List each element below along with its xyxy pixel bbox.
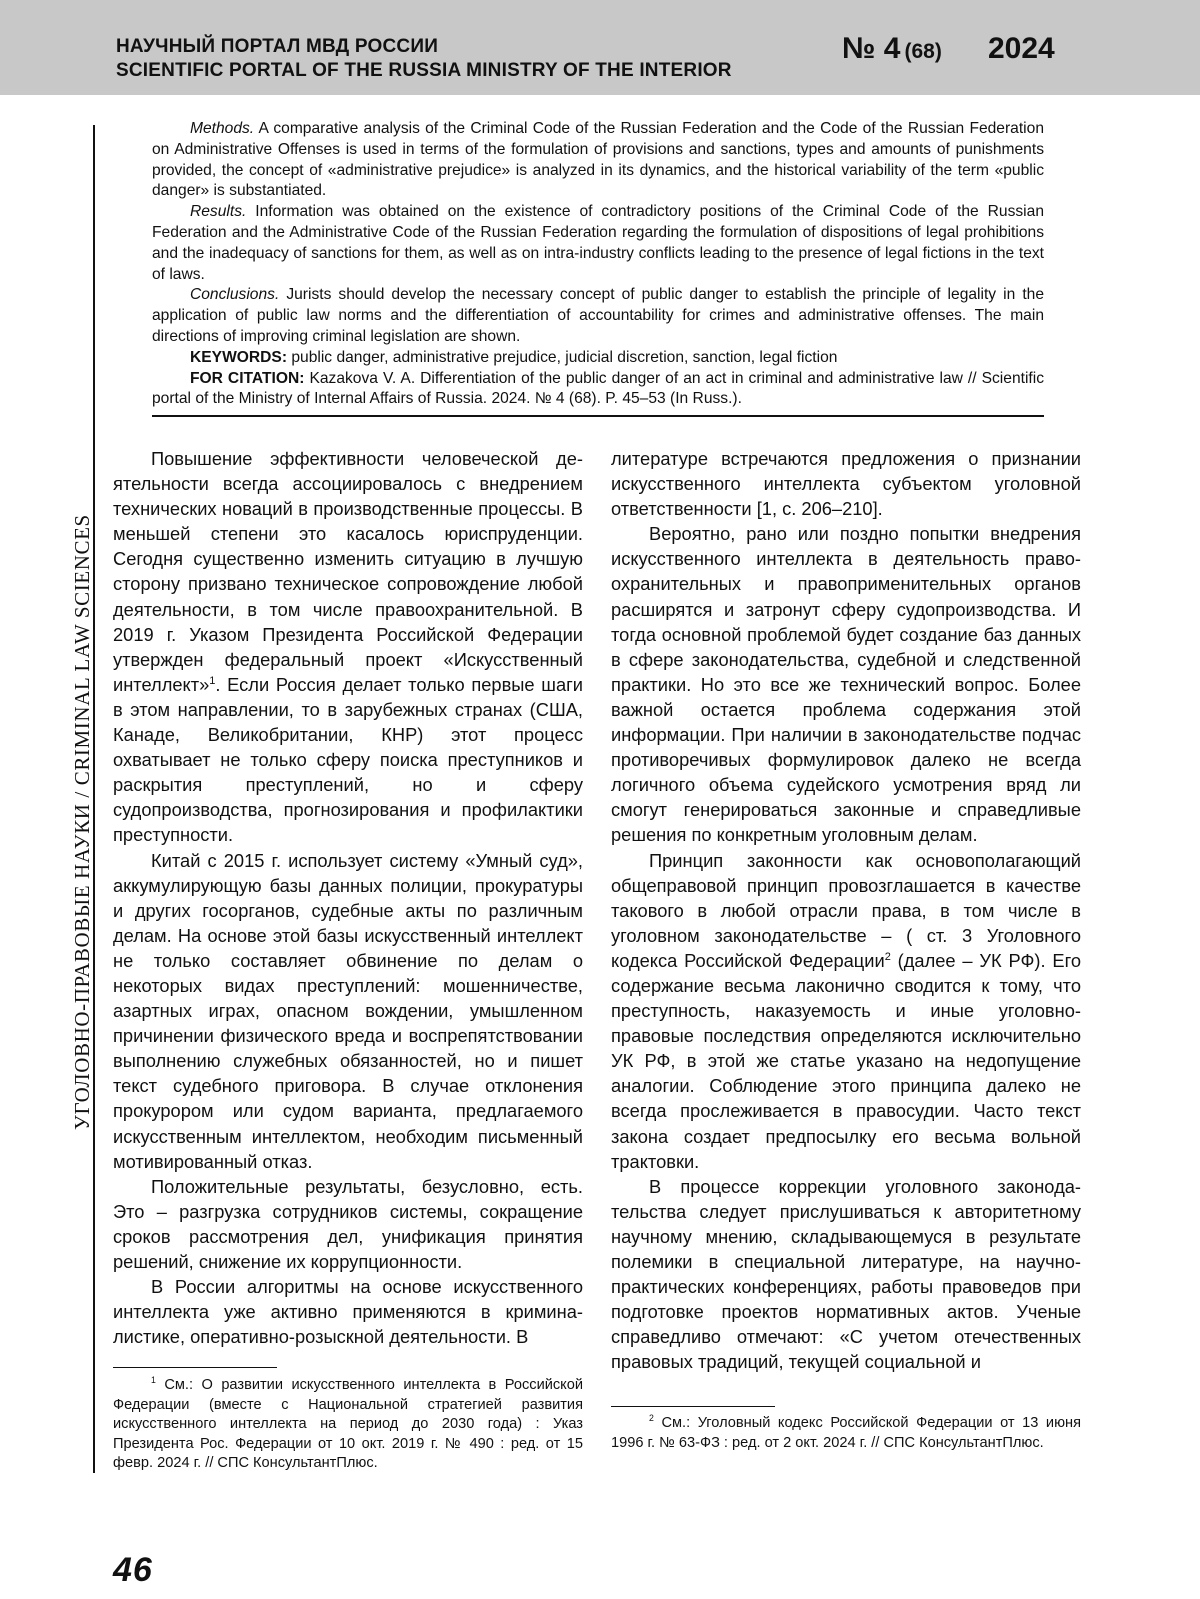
footnote-1-body: См.: О развитии искусственного интеллекта в Российской Федерации (вместе с Национальной стратегией развития искусственного интеллекта на период до 2030 года) : Указ Президента Рос. Федерации от 10 окт. 2019 г. № 490 : ред. от 15 февр. 2024 г. // СПС КонсультантПлюс.: [113, 1377, 583, 1472]
keywords: [152, 348, 1044, 369]
paragraph: [611, 848, 1081, 1174]
issue-number: [842, 32, 942, 66]
footnote-2-body: См.: Уголовный кодекс Российской Федерации от 13 июня 1996 г. № 63-ФЗ : ред. от 2 окт. 2024 г. // СПС КонсультантПлюс.: [611, 1415, 1081, 1451]
paragraph: литературе встречаются предложения о признании искусственного интеллекта субъектом уголовной ответственности [1, с. 206–210].: [611, 448, 1081, 520]
footnote-1-mark: 1: [151, 1375, 156, 1386]
citation-label: FOR CITATION:: [190, 369, 305, 387]
results-label: Results.: [190, 203, 247, 221]
body-column-left: [113, 446, 583, 1349]
keywords-text: public danger, administrative prejudice, judicial discretion, sanction, legal fiction: [287, 348, 838, 366]
footnote-2: [611, 1414, 1081, 1453]
footnote-2-text: [611, 1414, 1081, 1453]
methods-label: Methods.: [190, 120, 255, 137]
paragraph: Китай с 2015 г. использует систему «Умный суд», аккумулирующую базы данных полиции, прокуратуры и других госорганов, судебные акты по различным делам. На основе этой базы искусственный интеллект не только составляет обвинение по делам о некоторых видах преступлений: мошенничестве, азартных играх, опасном вождении, умышленном причинении физического вреда и воспрепятствовании выполнению служебных обязанностей, но и пишет текст судебного приговора. В случае отклонения прокурором или судом варианта, предлагаемого искусственным интеллектом, необходим письменный мотивированный отказ.: [113, 849, 583, 1172]
citation: [152, 369, 1044, 411]
footnote-divider-left: [113, 1367, 277, 1368]
issue-number-main: № 4: [842, 32, 901, 65]
footnote-divider-right: [611, 1406, 775, 1407]
abstract: [152, 119, 1044, 410]
page-number: 46: [113, 1551, 153, 1589]
methods-text: A comparative analysis of the Criminal Code of the Russian Federation and the Code of the Russian Federation on Administrative Offenses is used in terms of the formulation of provisions and sanctions, types and amounts of punishments provided, the concept of «administrative prejudice» is analyzed in its dynamics, and the historical variability of the term «public danger» is substantiated.: [152, 120, 1044, 200]
footnote-1: [113, 1376, 583, 1474]
abstract-divider: [152, 415, 1044, 417]
journal-title-en: SCIENTIFIC PORTAL OF THE RUSSIA MINISTRY OF THE INTERIOR: [116, 60, 732, 81]
paragraph: В России алгоритмы на основе искусственного интеллекта уже активно применяются в криминалистике, оперативно-розыскной деятельности. В: [113, 1276, 583, 1348]
footnote-ref-2: 2: [884, 950, 891, 963]
paragraph: В процессе коррекции уголовного законодательства следует прислушиваться к авторитетному научному мнению, складывающемуся в результате полемики в специальной литературе, на научно-практических конференциях, работы правоведов при подготовке проектов нормативных актов. Ученые справедливо отмечают: «С учетом отечественных правовых традиций, текущей социальной и: [611, 1175, 1081, 1373]
footnote-2-mark: 2: [649, 1413, 654, 1424]
paragraph: Положительные результаты, безусловно, есть. Это – разгрузка сотрудников системы, сокращение сроков рассмотрения дел, унификация принятия решений, снижение их коррупционности.: [113, 1175, 583, 1272]
paragraph-text: (далее – УК РФ). Его содержание весьма лаконично сводится к тому, что преступность, наказуемость и иные уголовно-правовые последствия определяются исключительно УК РФ, в этой же статье указано на недопущение аналогии. Соблюдение этого принципа далеко не всегда прослеживается в правосудии. Часто текст закона создает предпосылку его весьма вольной трактовки.: [611, 949, 1082, 1172]
paragraph: Вероятно, рано или поздно попытки внедрения искусственного интеллекта в деятельность правоохранительных и правоприменительных органов расширятся и затронут сферу судопроизводства. И тогда основной проблемой будет создание баз данных в сфере законодательства, судебной и следственной практики. Но это все же технический вопрос. Более важной остается проблема содержания этой информации. При наличии в законодательстве подчас противоречивых формулировок далеко не всегда логичного объема судейского усмотрения вряд ли смогут генерироваться законные и справедливые решения по конкретным уголовным делам.: [611, 523, 1081, 846]
citation-text: Kazakova V. A. Differentiation of the public danger of an act in criminal and administrative law // Scientific portal of the Ministry of Internal Affairs of Russia. 2024. № 4 (68). P. 45–53 (In Russ.).: [152, 369, 1045, 408]
section-label-ru: УГОЛОВНО-ПРАВОВЫЕ НАУКИ: [70, 803, 94, 1130]
paragraph-text: Принцип законности как основополагающий общеправовой принцип провозглашается в качестве такового в любой отрасли права, в том числе в уголовном законодательстве – ( ст. 3 Уголовного кодекса Российской Федерации: [611, 849, 1081, 971]
abstract-methods: [152, 119, 1044, 202]
issue-year: 2024: [988, 32, 1055, 65]
paragraph-text: . Если Россия делает только первые шаги в этом направлении, то в зарубежных странах (США, Канаде, Великобритании, КНР) этот процесс охватывает не только сферу поиска преступников и раскрытия преступлений, но и сферу судопроизводства, прогнозирования и профилактики преступности.: [113, 673, 583, 846]
journal-header: [0, 0, 1200, 95]
keywords-label: KEYWORDS:: [190, 348, 288, 366]
results-text: Information was obtained on the existence of contradictory positions of the Criminal Code of the Russian Federation and the Administrative Code of the Russian Federation regarding the formulation of dispositions of legal prohibitions and the inadequacy of sanctions for them, as well as on intra-industry conflicts leading to the presence of legal fictions in the text of laws.: [152, 203, 1044, 283]
footnote-ref-1: 1: [209, 674, 216, 687]
abstract-conclusions: [152, 285, 1044, 347]
issue-number-sub: (68): [904, 40, 942, 63]
body-column-right: [611, 446, 1081, 1374]
conclusions-label: Conclusions.: [190, 286, 280, 304]
journal-title-ru: НАУЧНЫЙ ПОРТАЛ МВД РОССИИ: [116, 36, 439, 57]
conclusions-text: Jurists should develop the necessary concept of public danger to establish the principle of legality in the application of public law norms and the differentiation of accountability for crimes and administrative offenses. The main directions of improving criminal legislation are shown.: [152, 286, 1044, 345]
footnote-1-text: [113, 1376, 583, 1474]
paragraph-text: Повышение эффективности человеческой деятельности всегда ассоциировалось с внедрением технических новаций в производственные процессы. В меньшей степени это касалось юриспруденции. Сегодня существенно изменить ситуацию в лучшую сторону призвано техническое сопровождение любой деятельности, в том числе правоохранительной. В 2019 г. Указом Президента Российской Федерации утвержден федеральный проект «Искусственный интеллект»: [113, 448, 583, 695]
section-label-separator: /: [70, 785, 94, 804]
abstract-results: [152, 202, 1044, 285]
section-label-en: CRIMINAL LAW SCIENCES: [70, 514, 94, 786]
paragraph: [113, 446, 583, 848]
